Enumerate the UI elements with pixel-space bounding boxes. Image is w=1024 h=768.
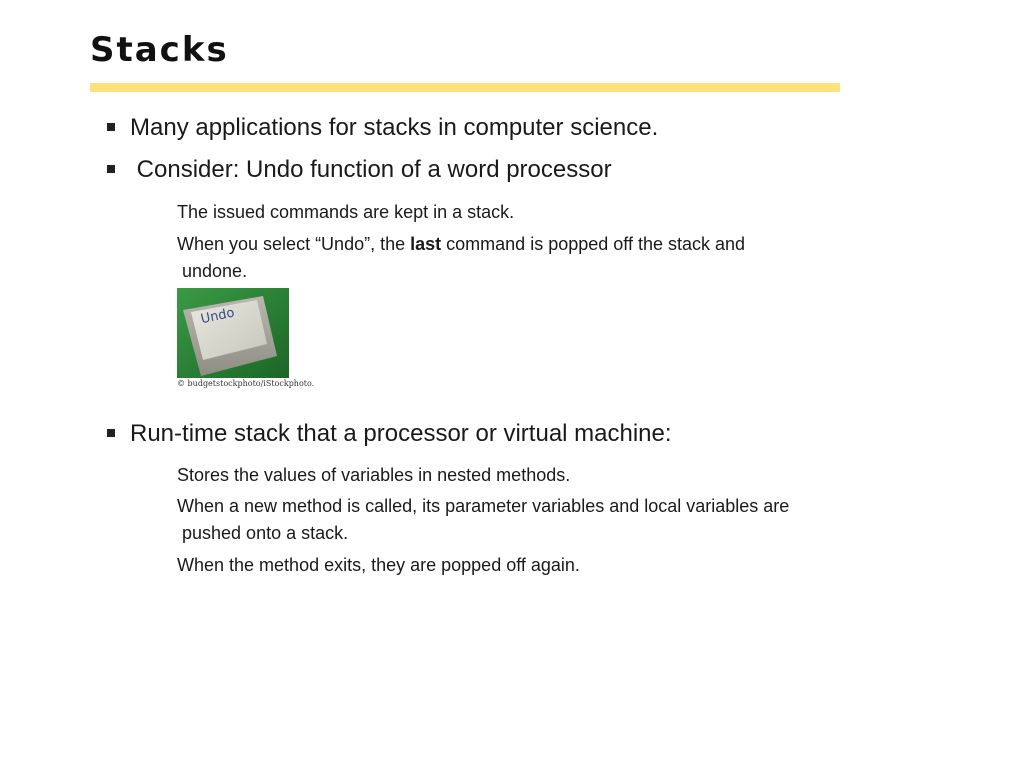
runtime-sub-line-2: [177, 493, 789, 547]
undo-sub-text: command is popped off the stack and: [441, 234, 746, 254]
undo-sub-text: undone.: [177, 261, 248, 281]
undo-sub-bold: last: [410, 234, 442, 254]
runtime-sub-text: When a new method is called, its parameter variables and local variables are: [177, 496, 790, 516]
square-bullet-icon: [107, 123, 115, 131]
photo-credit: © budgetstockphoto/iStockphoto.: [177, 379, 315, 388]
undo-key-icon: [177, 288, 289, 378]
square-bullet-icon: [107, 165, 115, 173]
bullet-runtime: [107, 420, 672, 448]
bullet-text: Consider: Undo function of a word processor: [130, 156, 612, 183]
square-bullet-icon: [107, 429, 115, 437]
undo-sub-line-2: [177, 231, 745, 285]
slide-title: Stacks: [90, 30, 229, 70]
runtime-sub-text: pushed onto a stack.: [177, 523, 349, 543]
undo-key-label: Undo: [199, 305, 236, 328]
title-underline: [90, 83, 840, 92]
runtime-sub-line-1: Stores the values of variables in nested methods.: [177, 465, 571, 485]
runtime-sub-line-3: When the method exits, they are popped off again.: [177, 555, 580, 575]
bullet-text: Run-time stack that a processor or virtual machine:: [130, 420, 672, 447]
undo-sub-line-1: The issued commands are kept in a stack.: [177, 202, 515, 222]
undo-sub-text: When you select “Undo”, the: [177, 234, 411, 254]
bullet-text: Many applications for stacks in computer science.: [130, 114, 659, 141]
bullet-undo: [107, 156, 612, 184]
undo-key-photo: [177, 288, 289, 378]
bullet-applications: [107, 114, 658, 142]
